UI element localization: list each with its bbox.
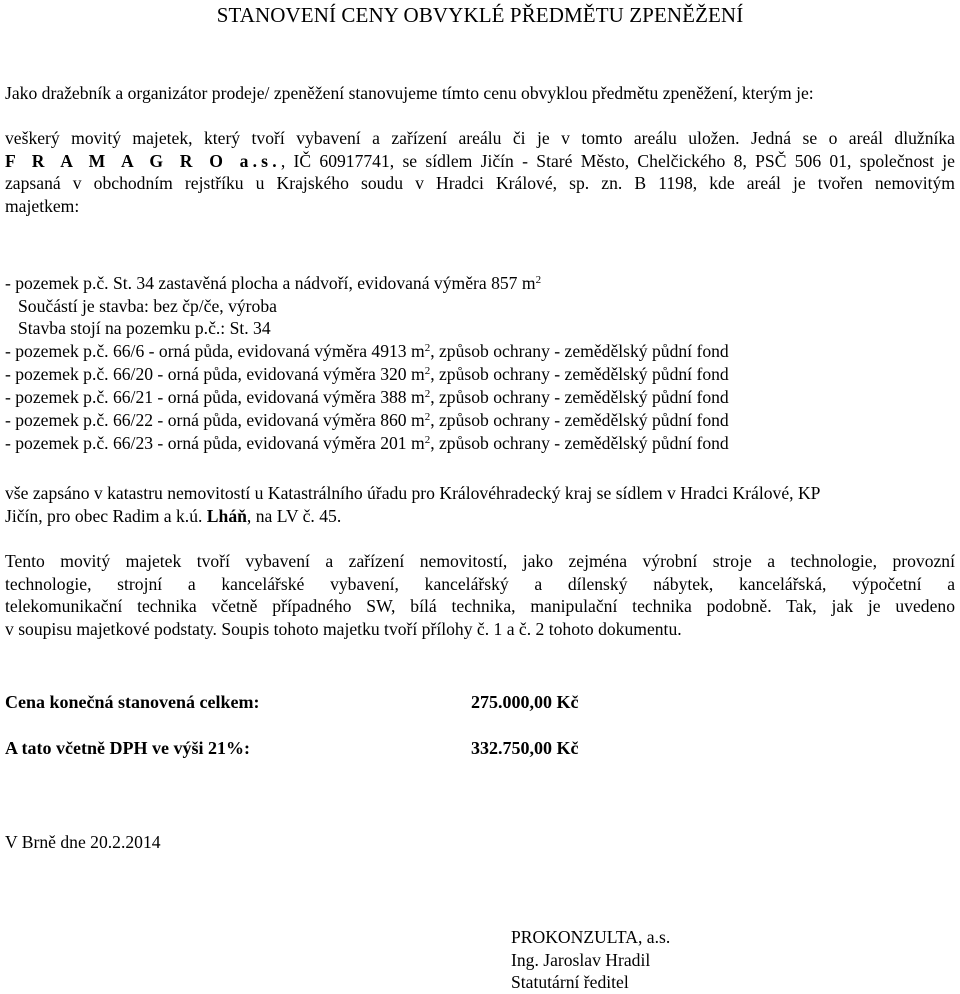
property-line-3: telekomunikační technika včetně případného SW, bílá technika, manipulační technika podobně. Tak, jak je uvedeno — [5, 596, 955, 617]
parcel-row — [5, 363, 729, 385]
intro-text: Jako dražebník a organizátor prodeje/ zpeněžení stanovujeme tímto cenu obvyklou předmětu zpeněžení, kterým je: — [5, 83, 814, 103]
parcel-row-sup: 2 — [424, 388, 431, 400]
parcel-row-protection: , způsob ochrany - zemědělský půdní fond — [430, 433, 729, 453]
parcel-row-sup: 2 — [424, 434, 431, 446]
parcel-row-text: - pozemek p.č. 66/6 - orná půda, evidovaná výměra 4913 m — [5, 341, 425, 361]
signature-company: PROKONZULTA, a.s. — [511, 927, 671, 947]
parcel-row — [5, 432, 729, 454]
debtor-company-name: F R A M A G R O a.s. — [5, 150, 281, 171]
parcel-st34-text: - pozemek p.č. St. 34 zastavěná plocha a nádvoří, evidovaná výměra 857 m — [5, 273, 536, 293]
place-date: V Brně dne 20.2.2014 — [5, 832, 161, 852]
cadastral-area-name: Lháň — [206, 506, 247, 526]
signature-name: Ing. Jaroslav Hradil — [511, 950, 651, 970]
parcel-row-sup: 2 — [424, 342, 431, 354]
parcel-row-text: - pozemek p.č. 66/21 - orná půda, evidovaná výměra 388 m — [5, 387, 425, 407]
debtor-line-1: veškerý movitý majetek, který tvoří vybavení a zařízení areálu či je v tomto areálu uložen. Jedná se o areál dlužníka — [5, 128, 955, 148]
registry-line-1: vše zapsáno v katastru nemovitostí u Katastrálního úřadu pro Královéhradecký kraj se sídlem v Hradci Králové, KP — [5, 483, 821, 503]
parcel-row — [5, 340, 729, 362]
debtor-paragraph — [5, 127, 955, 218]
parcel-row-sup: 2 — [424, 365, 431, 377]
document-title: STANOVENÍ CENY OBVYKLÉ PŘEDMĚTU ZPENĚŽENÍ — [216, 3, 744, 27]
parcel-row-protection: , způsob ochrany - zemědělský půdní fond — [430, 410, 729, 430]
parcel-row-text: - pozemek p.č. 66/22 - orná půda, evidovaná výměra 860 m — [5, 410, 425, 430]
parcel-row-text: - pozemek p.č. 66/23 - orná půda, evidovaná výměra 201 m — [5, 433, 425, 453]
registry-line-2 — [5, 505, 341, 527]
parcel-row-protection: , způsob ochrany - zemědělský půdní fond — [430, 341, 729, 361]
parcel-row — [5, 409, 729, 431]
parcel-st34-location: Stavba stojí na pozemku p.č.: St. 34 — [18, 318, 271, 338]
property-description-paragraph — [5, 550, 955, 641]
parcel-row-text: - pozemek p.č. 66/20 - orná půda, evidovaná výměra 320 m — [5, 364, 425, 384]
property-line-2: technologie, strojní a kancelářské vybavení, kancelářský a dílenský nábytek, kancelářská, výpočetní a — [5, 573, 955, 594]
debtor-line-3: zapsaná v obchodním rejstříku u Krajského soudu v Hradci Králové, sp. zn. B 1198, kde areál je tvořen nemovitým — [5, 173, 955, 194]
debtor-line-2 — [5, 150, 955, 173]
total-price-value: 275.000,00 Kč — [471, 692, 579, 712]
parcel-st34 — [5, 272, 541, 294]
property-line-1: Tento movitý majetek tvoří vybavení a zařízení nemovitostí, jako zejména výrobní stroje a technologie, provozní — [5, 551, 955, 571]
parcel-row-sup: 2 — [424, 411, 431, 423]
debtor-line-4: majetkem: — [5, 196, 80, 217]
parcel-row — [5, 386, 729, 408]
vat-price-value: 332.750,00 Kč — [471, 738, 579, 758]
parcel-st34-unit-sup: 2 — [535, 274, 542, 286]
property-line-4: v soupisu majetkové podstaty. Soupis tohoto majetku tvoří přílohy č. 1 a č. 2 tohoto dokumentu. — [5, 619, 682, 640]
debtor-id-text: , IČ 60917741, se sídlem Jičín - Staré Město, Chelčického 8, PSČ 506 01, společnost je — [280, 150, 955, 171]
registry-line-2-pre: Jičín, pro obec Radim a k.ú. — [5, 506, 207, 526]
total-price-label: Cena konečná stanovená celkem: — [5, 692, 260, 712]
parcel-st34-building: Součástí je stavba: bez čp/če, výroba — [18, 296, 277, 316]
parcel-row-protection: , způsob ochrany - zemědělský půdní fond — [430, 364, 729, 384]
registry-line-2-post: , na LV č. 45. — [246, 506, 342, 526]
parcel-row-protection: , způsob ochrany - zemědělský půdní fond — [430, 387, 729, 407]
vat-price-label: A tato včetně DPH ve výši 21%: — [5, 738, 250, 758]
signature-role: Statutární ředitel — [511, 972, 629, 992]
